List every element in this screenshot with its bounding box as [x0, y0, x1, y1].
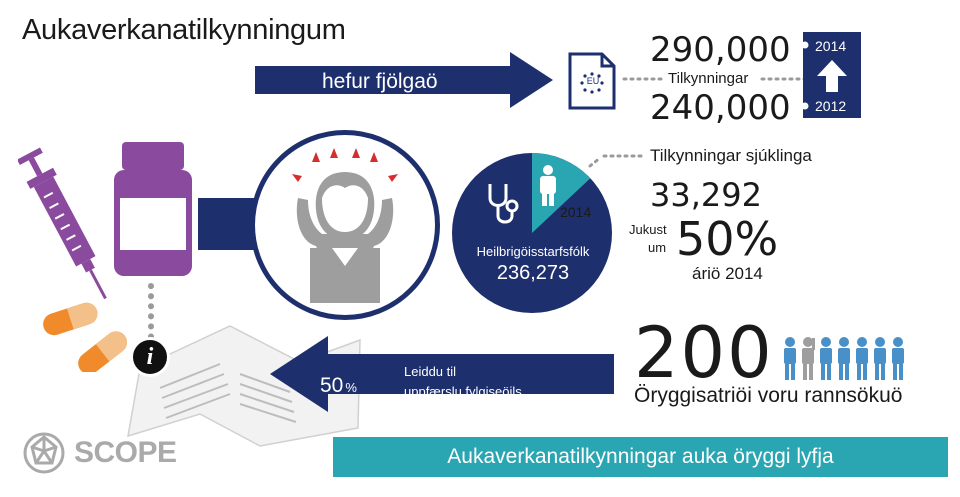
leaflet-update-percent-sign: %	[345, 380, 357, 395]
pie-value: 236,273	[496, 262, 570, 284]
increase-year-label: áriö 2014	[692, 264, 763, 283]
info-icon: i	[130, 337, 170, 377]
increase-prefix-2: um	[648, 240, 667, 255]
scope-logo	[22, 431, 177, 475]
safety-issues-number: 200	[634, 312, 774, 394]
headache-person-icon	[270, 148, 420, 303]
safety-issues-label: Öryggisatriöi voru rannsökuö	[634, 384, 903, 407]
pill-bottle-icon	[108, 140, 198, 280]
year-dots	[800, 40, 810, 112]
patient-person-icon	[536, 164, 560, 208]
page-title: Aukaverkanatilkynningum	[22, 14, 346, 46]
reports-2012-value: 240,000	[650, 88, 791, 128]
patient-reports-label: Tilkynningar sjúklinga	[650, 146, 812, 165]
leaflet-update-percent-value: 50	[320, 374, 344, 397]
bottle-connector	[198, 198, 256, 250]
up-arrow-icon	[815, 58, 849, 94]
year-2014-label: 2014	[815, 38, 847, 54]
stethoscope-icon	[484, 182, 520, 228]
pie-category-label: Heilbrigöisstarfsfólk	[476, 244, 590, 259]
reports-label: Tilkynningar	[668, 70, 749, 87]
scope-logo-text: SCOPE	[74, 436, 177, 469]
pie-year-label: 2014	[560, 204, 592, 220]
conclusion-banner: Aukaverkanatilkynningar auka öryggi lyfja	[333, 437, 948, 477]
increase-prefix-1: Jukust	[629, 222, 667, 237]
patient-reports-value: 33,292	[650, 176, 762, 214]
people-group-icon	[780, 336, 910, 384]
reports-2014-value: 290,000	[650, 30, 791, 70]
year-2012-label: 2012	[815, 98, 847, 114]
syringe-icon	[18, 140, 118, 315]
increase-arrow-label: hefur fjölgaö	[322, 70, 438, 93]
leaflet-update-text	[404, 362, 522, 402]
patient-dotted-connector	[586, 150, 646, 170]
eu-badge: EU	[586, 76, 600, 86]
leaflet-update-percent	[320, 374, 357, 398]
reports-dotted-connector	[622, 72, 807, 86]
leaflet-update-line1: Leiddu til	[404, 364, 457, 379]
leaflet-update-line2: uppfærslu fylgiseöils	[404, 384, 522, 399]
reports-pie-chart	[452, 153, 612, 313]
increase-percent: 50%	[676, 212, 779, 266]
scope-logo-icon	[22, 431, 66, 475]
